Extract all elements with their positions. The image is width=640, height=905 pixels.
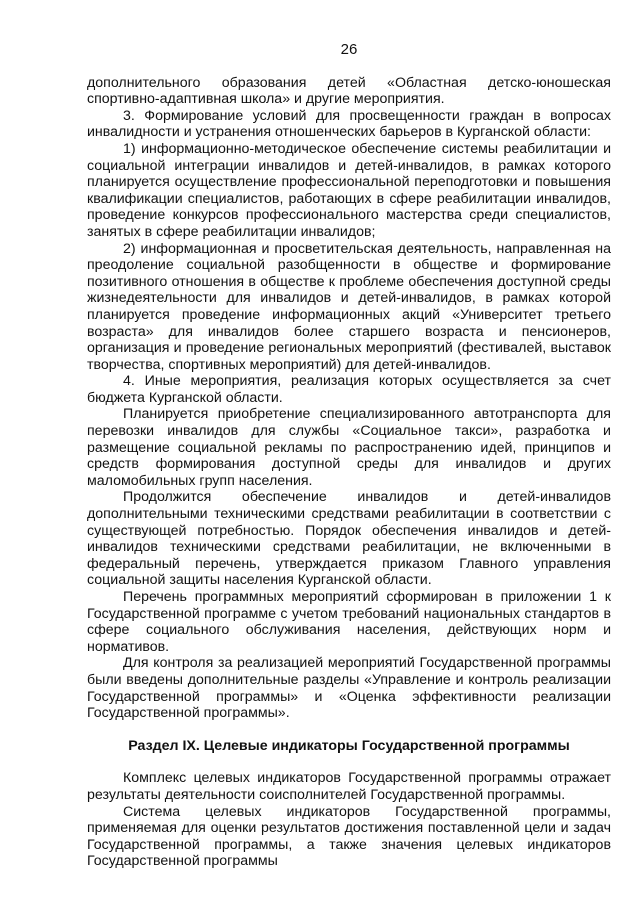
paragraph-indicator-system: Система целевых индикаторов Государственной программы, применяемая для оценки результатов достижения поставленной цели и задач Государственной программы, а также значения целевых индикаторов Государственной программы <box>87 803 611 870</box>
document-page <box>87 38 611 870</box>
paragraph-rehab-means: Продолжится обеспечение инвалидов и детей-инвалидов дополнительными техническими средствами реабилитации в соответствии с существующей потребностью. Порядок обеспечения инвалидов и детей-инвалидов техническими средствами реабилитации, не включенными в федеральный перечень, утверждается приказом Главного управления социальной защиты населения Курганской области. <box>87 489 611 589</box>
paragraph-item-3: 3. Формирование условий для просвещенности граждан в вопросах инвалидности и устранения отношенческих барьеров в Курганской области: <box>87 107 611 141</box>
paragraph-item-4: 4. Иные мероприятия, реализация которых осуществляется за счет бюджета Курганской области. <box>87 373 611 406</box>
paragraph-subitem-1: 1) информационно-методическое обеспечение системы реабилитации и социальной интеграции инвалидов и детей-инвалидов, в рамках которого планируется осуществление профессиональной переподготовки и повышения квалификации специалистов, работающих в сфере реабилитации инвалидов, проведение конкурсов профессионального мастерства среди специалистов, занятых в сфере реабилитации инвалидов; <box>87 140 611 240</box>
paragraph-continuation: дополнительного образования детей «Областная детско-юношеская спортивно-адаптивная школа» и другие мероприятия. <box>87 74 611 108</box>
paragraph-indicators: Комплекс целевых индикаторов Государственной программы отражает результаты деятельности соисполнителей Государственной программы. <box>87 770 611 803</box>
paragraph-control: Для контроля за реализацией мероприятий Государственной программы были введены дополнительные разделы «Управление и контроль реализации Государственной программы» и «Оценка эффективности реализации Государственной программы». <box>87 655 611 722</box>
page-number: 26 <box>340 41 358 58</box>
paragraph-annex: Перечень программных мероприятий сформирован в приложении 1 к Государственной программе с учетом требований национальных стандартов в сфере социального обслуживания населения, действующих норм и нормативов. <box>87 589 611 655</box>
paragraph-transport: Планируется приобретение специализированного автотранспорта для перевозки инвалидов для службы «Социальное такси», разработка и размещение социальной рекламы по распространению идей, принципов и средств формирования доступной среды для инвалидов и других маломобильных групп населения. <box>87 406 611 489</box>
paragraph-subitem-2: 2) информационная и просветительская деятельность, направленная на преодоление социальной разобщенности в обществе и формирование позитивного отношения в обществе к проблеме обеспечения доступной среды жизнедеятельности для инвалидов и детей-инвалидов, в рамках которой планируется проведение информационных акций «Университет третьего возраста» для инвалидов более старшего возраста и пенсионеров, организация и проведение региональных мероприятий (фестивалей, выставок творчества, спортивных мероприятий) для детей-инвалидов. <box>87 240 611 373</box>
section-heading: Раздел IX. Целевые индикаторы Государственной программы <box>128 737 570 754</box>
